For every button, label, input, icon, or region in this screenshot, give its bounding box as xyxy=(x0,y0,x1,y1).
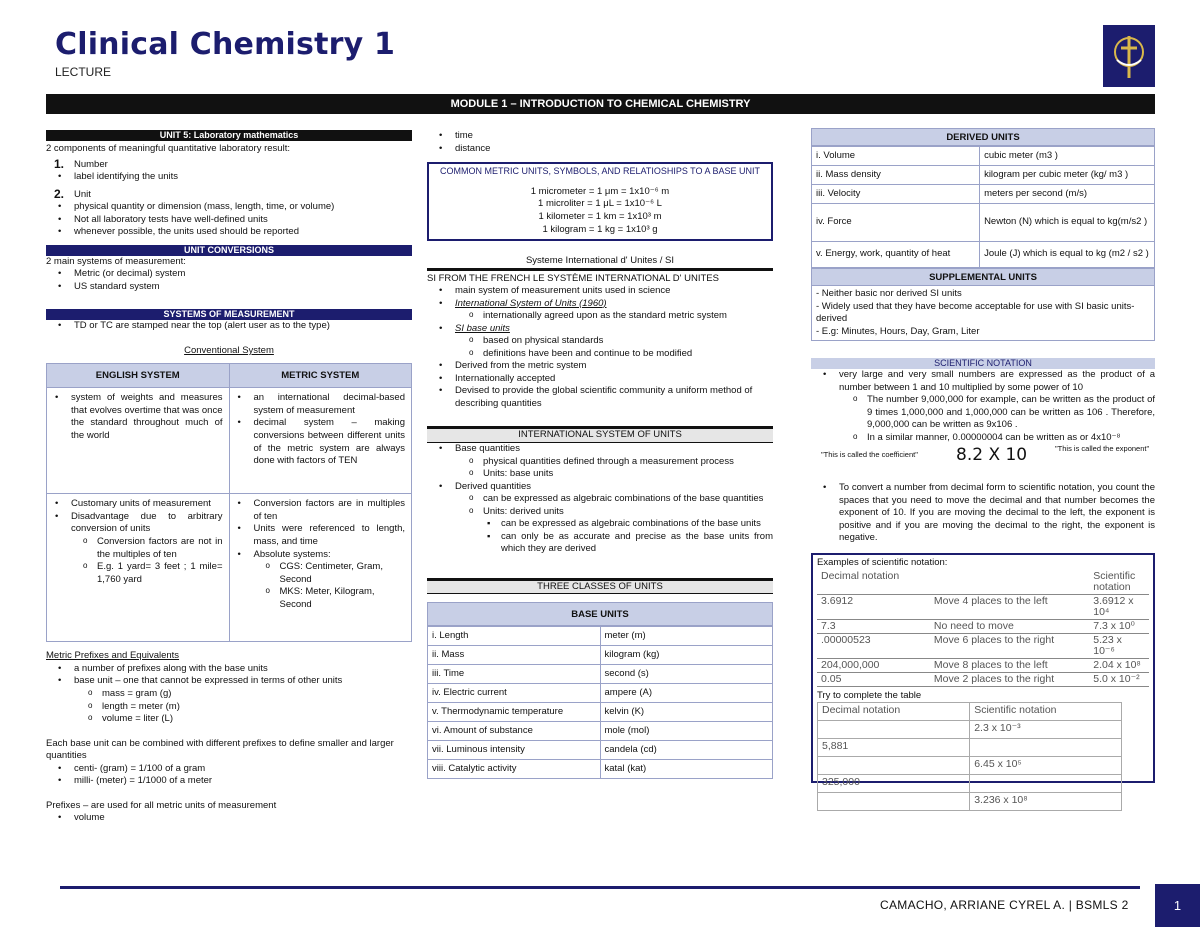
table-cell: iv. Electric current xyxy=(428,684,601,703)
exponent-note: "This is called the exponent" xyxy=(1055,444,1150,454)
bullet-item: • Metric (or decimal) system xyxy=(46,268,412,281)
table-cell: 7.3 x 10⁰ xyxy=(1089,619,1149,633)
example-row xyxy=(817,658,1149,672)
table-cell: kilogram (kg) xyxy=(600,646,773,665)
table-cell: i. Length xyxy=(428,627,601,646)
table-cell: .00000523 xyxy=(817,633,930,658)
table-cell: second (s) xyxy=(600,665,773,684)
table-cell: iv. Force xyxy=(812,204,980,242)
try-row xyxy=(818,793,1122,811)
sub-bullet-item: o physical quantities defined through a measurement process xyxy=(427,456,773,469)
table-cell: 5,881 xyxy=(818,739,970,757)
table-cell: kilogram per cubic meter (kg/ m3 ) xyxy=(980,166,1155,185)
sub-bullet-item: o length = meter (m) xyxy=(46,701,412,714)
table-cell: Newton (N) which is equal to kg(m/s2 ) xyxy=(980,204,1155,242)
table-cell: 2.3 x 10⁻³ xyxy=(970,721,1122,739)
table-cell: ii. Mass density xyxy=(812,166,980,185)
table-cell: iii. Velocity xyxy=(812,185,980,204)
table-cell: viii. Catalytic activity xyxy=(428,760,601,779)
table-cell: 0.05 xyxy=(817,672,930,686)
examples-table xyxy=(817,570,1149,687)
table-cell: 204,000,000 xyxy=(817,658,930,672)
numbered-item-unit: 2. Unit xyxy=(54,186,91,201)
column-middle xyxy=(427,130,773,779)
bullet-item: • SI base units xyxy=(427,323,773,336)
table-cell: 6.45 x 10⁵ xyxy=(970,757,1122,775)
table-cell: kelvin (K) xyxy=(600,703,773,722)
base-unit-row xyxy=(428,627,773,646)
bullet-item: • a number of prefixes along with the base units xyxy=(46,663,412,676)
sub-bullet-item: o Units: base units xyxy=(427,468,773,481)
document-title: Clinical Chemistry 1 xyxy=(55,27,396,62)
table-cell: 325,000 xyxy=(818,775,970,793)
footer-author: CAMACHO, ARRIANE CYREL A. | BSMLS 2 xyxy=(880,898,1129,912)
derived-unit-row xyxy=(812,204,1155,242)
try-row xyxy=(818,721,1122,739)
try-table xyxy=(817,702,1122,811)
table-cell: vii. Luminous intensity xyxy=(428,741,601,760)
table-header-row xyxy=(818,703,1122,721)
systems-measurement-bar: SYSTEMS OF MEASUREMENT xyxy=(46,309,412,320)
column-left xyxy=(46,130,412,825)
bullet-item: • Devised to provide the global scientific community a uniform method of describing quantities xyxy=(427,385,773,410)
derived-unit-row xyxy=(812,185,1155,204)
supplemental-units-box xyxy=(811,286,1155,341)
sub-bullet-item: o can be expressed as algebraic combinations of the base quantities xyxy=(427,493,773,506)
relationship-line: 1 micrometer = 1 μm = 1x10⁻⁶ m xyxy=(530,185,670,197)
conventional-system-heading: Conventional System xyxy=(184,344,274,356)
systems-intro: 2 main systems of measurement: xyxy=(46,255,186,267)
bullet-item: • To convert a number from decimal form to scientific notation, you count the spaces that you need to move the decimal and that number becomes the exponent of 10. If you are moving the decimal to the left, the exponent is positive and if you are moving the decimal to the right, the exponent is negative. xyxy=(811,482,1155,545)
bullet-item: • volume xyxy=(46,812,412,825)
derived-unit-row xyxy=(812,166,1155,185)
table-cell: 5.0 x 10⁻² xyxy=(1089,672,1149,686)
common-units-heading: COMMON METRIC UNITS, SYMBOLS, AND RELATIOSHIPS TO A BASE UNIT xyxy=(439,166,761,177)
table-cell: cubic meter (m3 ) xyxy=(980,147,1155,166)
table-cell xyxy=(970,739,1122,757)
table-cell: • Conversion factors are in multiples of ten • Units were referenced to length, mass, and time • Absolute systems: o CGS: Centimeter, Gram, Second o MKS: Meter, Kilogram, Second xyxy=(229,494,412,642)
base-units-table xyxy=(427,626,773,779)
bullet-item: • milli- (meter) = 1/1000 of a meter xyxy=(46,775,412,788)
table-cell: 7.3 xyxy=(817,619,930,633)
column-header xyxy=(930,570,1089,595)
example-expression: 8.2 X 10 xyxy=(956,445,1028,466)
bullet-item: • Internationally accepted xyxy=(427,373,773,386)
base-unit-row xyxy=(428,722,773,741)
numbered-item-number: 1. Number xyxy=(54,156,108,171)
table-cell: Move 8 places to the left xyxy=(930,658,1089,672)
table-cell: meters per second (m/s) xyxy=(980,185,1155,204)
sub-bullet-item: o definitions have been and continue to be modified xyxy=(427,348,773,361)
bullet-item: • very large and very small numbers are expressed as the product of a number between 1 and 10 multiplied by some power of 10 xyxy=(811,369,1155,394)
coefficient-note: "This is called the coefficient" xyxy=(821,450,918,460)
supplemental-line: - E.g: Minutes, Hours, Day, Gram, Liter xyxy=(816,325,980,337)
table-cell: 3.6912 xyxy=(817,594,930,619)
sub-sub-bullet-item: ▪ can be expressed as algebraic combinations of the base units xyxy=(427,518,773,531)
bullet-item: • Derived from the metric system xyxy=(427,360,773,373)
base-unit-row xyxy=(428,741,773,760)
table-cell: v. Thermodynamic temperature xyxy=(428,703,601,722)
derived-units-table xyxy=(811,146,1155,268)
sub-bullet-item: o The number 9,000,000 for example, can be written as the product of 9 times 1,000,000 and 1,000,000 can be written as 106 . Therefore, 9,000,000 can be written as 9x106 . xyxy=(811,394,1155,432)
bullet-item: • physical quantity or dimension (mass, length, time, or volume) xyxy=(46,201,412,214)
systems-comparison-table xyxy=(46,363,412,642)
si-heading: Systeme International d' Unites / SI xyxy=(427,255,773,271)
table-cell: i. Volume xyxy=(812,147,980,166)
module-title-bar: MODULE 1 – INTRODUCTION TO CHEMICAL CHEMISTRY xyxy=(46,94,1155,114)
try-row xyxy=(818,757,1122,775)
sub-bullet-item: o Units: derived units xyxy=(427,506,773,519)
components-intro: 2 components of meaningful quantitative laboratory result: xyxy=(46,143,290,154)
table-cell: • system of weights and measures that evolves overtime that was once the standard throughout much of the world xyxy=(47,388,230,494)
table-cell: meter (m) xyxy=(600,627,773,646)
table-cell: katal (kat) xyxy=(600,760,773,779)
sub-bullet-item: o mass = gram (g) xyxy=(46,688,412,701)
table-cell xyxy=(818,721,970,739)
table-cell: vi. Amount of substance xyxy=(428,722,601,741)
base-units-header: BASE UNITS xyxy=(427,602,773,626)
table-cell: v. Energy, work, quantity of heat xyxy=(812,242,980,268)
three-classes-bar: THREE CLASSES OF UNITS xyxy=(427,578,773,595)
bullet-item: • base unit – one that cannot be expressed in terms of other units xyxy=(46,675,412,688)
bullet-item: • US standard system xyxy=(46,281,412,294)
table-cell: candela (cd) xyxy=(600,741,773,760)
supplemental-units-header: SUPPLEMENTAL UNITS xyxy=(811,268,1155,286)
prefixes-definition: Prefixes – are used for all metric units of measurement xyxy=(46,799,277,811)
bullet-item: • Not all laboratory tests have well-defined units xyxy=(46,214,412,227)
table-header-row xyxy=(817,570,1149,595)
table-cell: Joule (J) which is equal to kg (m2 / s2 ) xyxy=(980,242,1155,268)
bullet-item: • main system of measurement units used in science xyxy=(427,285,773,298)
bullet-item: • label identifying the units xyxy=(46,171,412,184)
common-metric-units-box xyxy=(427,162,773,241)
relationship-line: 1 microliter = 1 μL = 1x10⁻⁶ L xyxy=(538,198,662,210)
base-unit-row xyxy=(428,760,773,779)
table-cell: Move 6 places to the right xyxy=(930,633,1089,658)
school-crest-icon xyxy=(1103,25,1155,87)
relationship-line: 1 kilogram = 1 kg = 1x10³ g xyxy=(542,223,658,235)
column-header: Decimal notation xyxy=(818,703,970,721)
table-cell xyxy=(970,775,1122,793)
combine-paragraph: Each base unit can be combined with different prefixes to define smaller and larger quantities xyxy=(46,737,394,762)
example-row xyxy=(817,633,1149,658)
sub-bullet-item: o based on physical standards xyxy=(427,335,773,348)
bullet-item: • centi- (gram) = 1/100 of a gram xyxy=(46,763,412,776)
metric-prefixes-heading: Metric Prefixes and Equivalents xyxy=(46,650,180,662)
supplemental-line: - Widely used that they have become acceptable for use with SI basic units-derived xyxy=(816,300,1135,325)
relationship-line: 1 kilometer = 1 km = 1x10³ m xyxy=(538,211,662,222)
isu-bar: INTERNATIONAL SYSTEM OF UNITS xyxy=(427,426,773,443)
footer-divider xyxy=(60,886,1140,889)
table-cell: • Customary units of measurement • Disadvantage due to arbitrary conversion of units o Conversion factors are not in the multiples of ten o E.g. 1 yard= 3 feet ; 1 mile= 1,760 yard xyxy=(47,494,230,642)
sub-bullet-item: o In a similar manner, 0.00000004 can be written as or 4x10⁻⁸ xyxy=(811,432,1155,445)
unit5-bar: UNIT 5: Laboratory mathematics xyxy=(46,130,412,141)
notation-example-figure xyxy=(811,444,1155,480)
english-system-header: ENGLISH SYSTEM xyxy=(47,364,230,388)
base-unit-row xyxy=(428,703,773,722)
try-row xyxy=(818,775,1122,793)
examples-label: Examples of scientific notation: xyxy=(817,556,948,568)
derived-unit-row xyxy=(812,147,1155,166)
example-row xyxy=(817,594,1149,619)
document-subtitle: LECTURE xyxy=(55,65,112,79)
table-cell: Move 4 places to the left xyxy=(930,594,1089,619)
table-cell xyxy=(818,793,970,811)
supplemental-line: - Neither basic nor derived SI units xyxy=(816,288,962,299)
table-cell: 3.236 x 10⁸ xyxy=(970,793,1122,811)
try-row xyxy=(818,739,1122,757)
bullet-item: • TD or TC are stamped near the top (alert user as to the type) xyxy=(46,320,412,333)
try-label: Try to complete the table xyxy=(817,689,922,701)
table-cell xyxy=(818,757,970,775)
sub-sub-bullet-item: ▪ can only be as accurate and precise as the base units from which they are derived xyxy=(427,531,773,556)
base-unit-row xyxy=(428,665,773,684)
table-cell: 5.23 x 10⁻⁶ xyxy=(1089,633,1149,658)
column-right xyxy=(811,128,1155,807)
sub-bullet-item: o internationally agreed upon as the standard metric system xyxy=(427,310,773,323)
unit-conversions-bar: UNIT CONVERSIONS xyxy=(46,245,412,256)
table-cell: Move 2 places to the right xyxy=(930,672,1089,686)
column-header: Decimal notation xyxy=(817,570,930,595)
table-cell: ampere (A) xyxy=(600,684,773,703)
table-cell: 2.04 x 10⁸ xyxy=(1089,658,1149,672)
sub-bullet-item: o volume = liter (L) xyxy=(46,713,412,726)
table-cell: ii. Mass xyxy=(428,646,601,665)
bullet-item: • distance xyxy=(427,143,773,156)
page-number: 1 xyxy=(1155,884,1200,927)
metric-system-header: METRIC SYSTEM xyxy=(229,364,412,388)
example-row xyxy=(817,619,1149,633)
example-row xyxy=(817,672,1149,686)
scientific-notation-bar: SCIENTIFIC NOTATION xyxy=(811,358,1155,369)
base-unit-row xyxy=(428,646,773,665)
column-header: Scientific notation xyxy=(970,703,1122,721)
bullet-item: • time xyxy=(427,130,773,143)
table-cell: iii. Time xyxy=(428,665,601,684)
table-cell: No need to move xyxy=(930,619,1089,633)
examples-box xyxy=(811,553,1155,807)
base-unit-row xyxy=(428,684,773,703)
bullet-item: • Derived quantities xyxy=(427,481,773,494)
table-cell: mole (mol) xyxy=(600,722,773,741)
table-cell: • an international decimal-based system of measurement • decimal system – making conversions between different units of the metric system are always done with factors of TEN xyxy=(229,388,412,494)
bullet-item: • whenever possible, the units used should be reported xyxy=(46,226,412,239)
derived-unit-row xyxy=(812,242,1155,268)
derived-units-header: DERIVED UNITS xyxy=(811,128,1155,146)
bullet-item: • International System of Units (1960) xyxy=(427,298,773,311)
column-header: Scientific notation xyxy=(1089,570,1149,595)
table-cell: 3.6912 x 10⁴ xyxy=(1089,594,1149,619)
si-from-text: SI FROM THE FRENCH LE SYSTÈME INTERNATIONAL D' UNITES xyxy=(427,272,719,284)
bullet-item: • Base quantities xyxy=(427,443,773,456)
